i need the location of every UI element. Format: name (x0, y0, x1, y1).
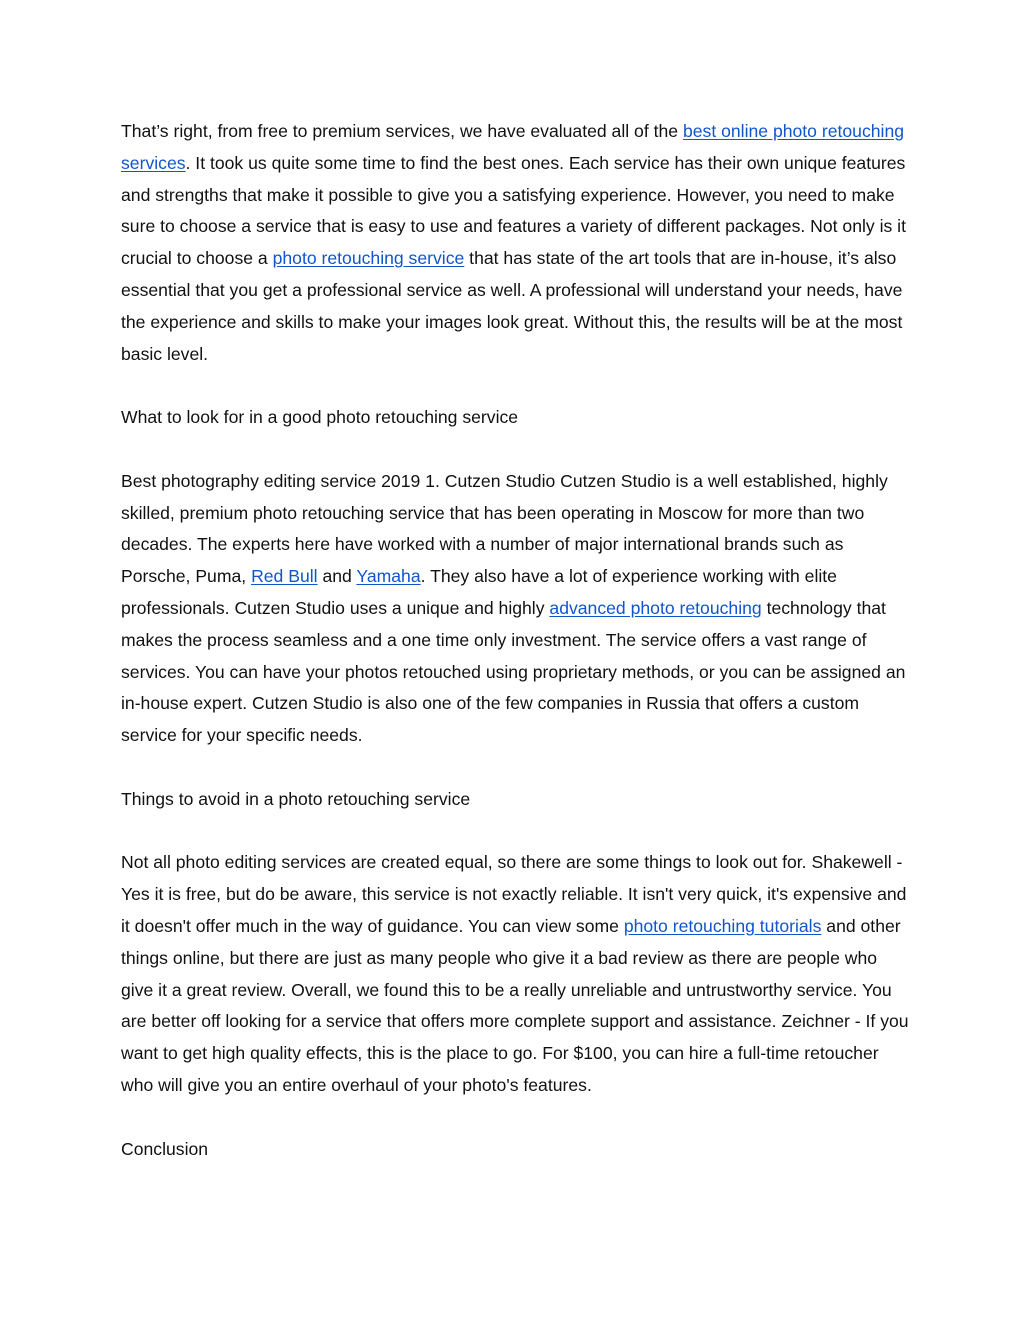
paragraph-intro (121, 116, 911, 370)
paragraph-text: . They also have a lot of experience working with elite professionals. Cutzen Studio uses a unique and highly (121, 566, 837, 618)
link-photo-retouching-service[interactable]: photo retouching service (272, 248, 465, 269)
section-heading-conclusion: Conclusion (121, 1138, 209, 1159)
paragraph-text: and other things online, but there are just as many people who give it a bad review as there are people who give it a great review. Overall, we found this to be a really unreliable and untrustworthy service. You are better off looking for a service that offers more complete support and assistance. Zeichner - If you want to get high quality effects, this is the place to go. For $100, you can hire a full-time retoucher who will give you an entire overhaul of your photo's features. (121, 915, 909, 1095)
paragraph-text: and (317, 566, 357, 587)
paragraph-text: that has state of the art tools that are in-house, it’s also essential that you get a professional service as well. A professional will understand your needs, have the experience and skills to make your images look great. Without this, the results will be at the most basic level. (121, 248, 903, 364)
paragraph-things-to-avoid (121, 847, 911, 1101)
paragraph-text: Best photography editing service 2019 1. Cutzen Studio Cutzen Studio is a well established, highly skilled, premium photo retouching service that has been operating in Moscow for more than two decades. The experts here have worked with a number of major international brands such as Porsche, Puma, (121, 470, 888, 587)
paragraph-text: . It took us quite some time to find the best ones. Each service has their own unique features and strengths that make it possible to give you a satisfying experience. However, you need to make sure to choose a service that is easy to use and features a variety of different packages. Not only is it crucial to choose a (121, 152, 906, 269)
paragraph-text: technology that makes the process seamless and a one time only investment. The service offers a vast range of services. You can have your photos retouched using proprietary methods, or you can be assigned an in-house expert. Cutzen Studio is also one of the few companies in Russia that offers a custom service for your specific needs. (121, 597, 906, 746)
link-advanced-photo-retouching[interactable]: advanced photo retouching (549, 597, 762, 618)
section-heading-things-to-avoid: Things to avoid in a photo retouching service (121, 788, 471, 809)
link-photo-retouching-tutorials[interactable]: photo retouching tutorials (623, 915, 822, 936)
link-best-online-photo-retouching-services[interactable]: best online photo retouching services (121, 121, 905, 173)
link-yamaha[interactable]: Yamaha (356, 566, 421, 587)
paragraph-text: That’s right, from free to premium services, we have evaluated all of the (121, 121, 683, 141)
section-heading-what-to-look-for: What to look for in a good photo retouching service (121, 407, 519, 428)
link-red-bull[interactable]: Red Bull (251, 566, 318, 587)
paragraph-cutzen-studio (121, 466, 911, 752)
document-body (121, 116, 911, 1197)
paragraph-text: Not all photo editing services are created equal, so there are some things to look out for. Shakewell - Yes it is free, but do be aware, this service is not exactly reliable. It isn't very quick, it's expensive and it doesn't offer much in the way of guidance. You can view some (121, 852, 907, 936)
